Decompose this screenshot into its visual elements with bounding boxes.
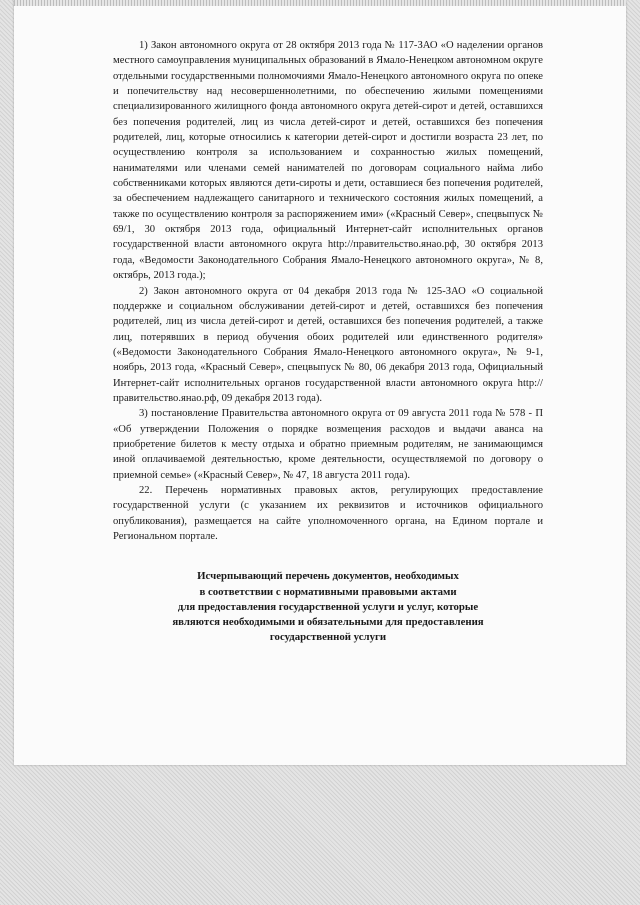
heading-line: государственной услуги [269, 631, 387, 644]
paragraph-item-22: 22. Перечень нормативных правовых актов, регулирующих предоставление государственной услуги (с указанием их реквизитов и источников официального опубликования), размещается на сайте уполномоченного органа, на Едином портале и Региональном портале. [113, 484, 543, 542]
heading-line: для предоставления государственной услуги и услуг, которые [177, 600, 479, 613]
paragraph-law-117: 1) Закон автономного округа от 28 октября 2013 года № 117-ЗАО «О наделении органов местного самоуправления муниципальных образований в Ямало-Ненецком автономном округе отдельными государственными полномочиями Ямало-Ненецкого автономного округа по опеке и попечительству над несовершеннолетними, по обеспечению жилыми помещениями специализированного жилищного фонда автономного округа детей-сирот и детей, оставшихся без попечения родителей, лиц из числа детей-сирот и детей, оставшихся без попечения родителей, лиц, которые относились к категории детей-сирот и достигли возраста 23 лет, по осуществлению контроля за использованием и сохранностью жилых помещений, нанимателями или членами семей нанимателей по договорам социального найма либо собственниками которых являются дети-сироты и дети, оставшиеся без попечения родителей, за обеспечением надлежащего санитарного и технического состояния жилых помещений, а также по осуществлению контроля за распоряжением ими» («Красный Север», спецвыпуск № 69/1, 30 октября 2013 года, официальный Интернет-сайт исполнительных органов государственной власти автономного округа http://правительство.янао.рф, 30 октября 2013 года, «Ведомости Законодательного Собрания Ямало-Ненецкого автономного округа», № 8, октябрь, 2013 года.); [113, 40, 543, 282]
page-top-edge [14, 0, 626, 6]
section-heading [113, 569, 543, 645]
heading-line: являются необходимыми и обязательными для предоставления [172, 615, 484, 628]
paragraph-law-125: 2) Закон автономного округа от 04 декабря 2013 года № 125-ЗАО «О социальной поддержке и социальном обслуживании детей-сирот и детей, оставшихся без попечения родителей, лиц из числа детей-сирот и детей, оставшихся без попечения родителей, а также лиц, потерявших в период обучения обоих родителей или единственного родителя» («Ведомости Законодательного Собрания Ямало-Ненецкого автономного округа», № 9-1, ноябрь, 2013 года, «Красный Север», спецвыпуск № 80, 06 декабря 2013 года, Официальный Интернет-сайт исполнительных органов государственной власти автономного округа http://правительство.янао.рф, 09 декабря 2013 года). [113, 285, 543, 404]
paragraph-resolution-578: 3) постановление Правительства автономного округа от 09 августа 2011 года № 578 - П «Об утверждении Положения о порядке возмещения расходов и выдачи аванса на приобретение билетов к месту отдыха и обратно приемным родителям, не занимающимся иной оплачиваемой деятельностью, кроме деятельности, осуществляемой по договору о приемной семье» («Красный Север», № 47, 18 августа 2011 года). [113, 408, 543, 481]
heading-line: Исчерпывающий перечень документов, необходимых [197, 570, 459, 583]
heading-line: в соответствии с нормативными правовыми актами [199, 585, 457, 598]
document-body [113, 38, 543, 645]
